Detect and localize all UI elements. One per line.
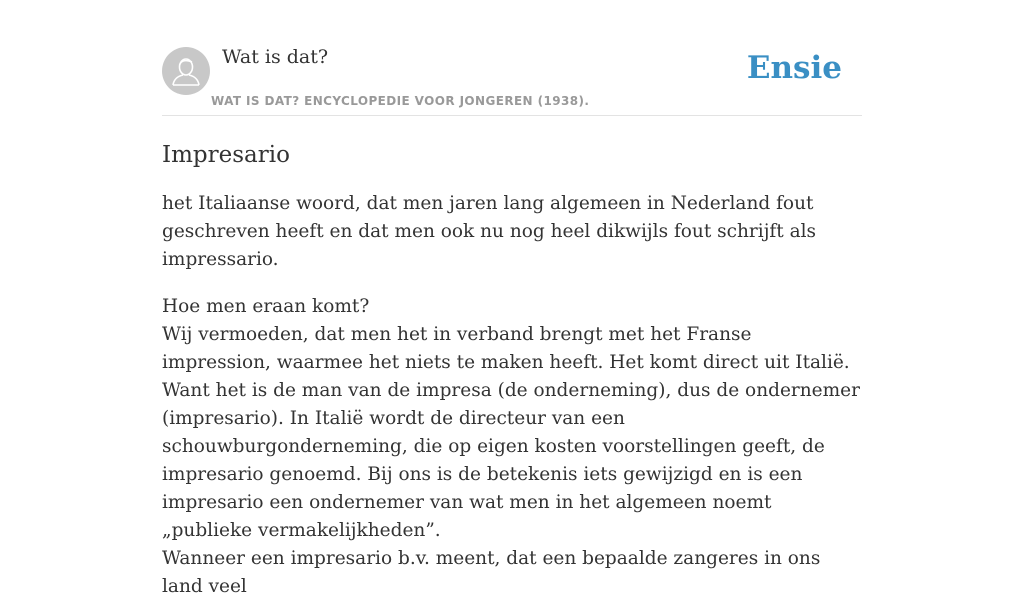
source-header bbox=[162, 0, 862, 116]
source-title-link[interactable]: Wat is dat? bbox=[222, 46, 329, 68]
article-body bbox=[162, 190, 862, 601]
user-placeholder-icon bbox=[162, 47, 210, 95]
paragraph-question: Hoe men eraan komt? bbox=[162, 296, 370, 317]
paragraph-continuation: Wanneer een impresario b.v. meent, dat een bepaalde zangeres in ons land veel bbox=[162, 548, 821, 597]
source-subtitle: WAT IS DAT? ENCYCLOPEDIE VOOR JONGEREN (1938). bbox=[211, 94, 590, 108]
paragraph-definition: het Italiaanse woord, dat men jaren lang algemeen in Nederland fout geschreven heeft en dat men ook nu nog heel dikwijls fout schrijft als impressario. bbox=[162, 193, 817, 270]
paragraph-explanation: Wij vermoeden, dat men het in verband brengt met het Franse impression, waarmee het niets te maken heeft. Het komt direct uit Italië. Want het is de man van de impresa (de onderneming), dus de ondernemer (impresario). In Italië wordt de directeur van een schouwburgonderneming, die op eigen kosten voorstellingen geeft, de impresario genoemd. Bij ons is de betekenis iets gewijzigd en is een impresario een ondernemer van wat men in het algemeen noemt „publieke vermakelijkheden”. bbox=[162, 324, 860, 541]
article-title: Impresario bbox=[162, 142, 290, 168]
avatar[interactable] bbox=[162, 47, 210, 95]
page-container bbox=[162, 0, 862, 597]
paragraph-origin bbox=[162, 293, 862, 601]
ensie-logo[interactable]: Ensie bbox=[746, 50, 842, 86]
